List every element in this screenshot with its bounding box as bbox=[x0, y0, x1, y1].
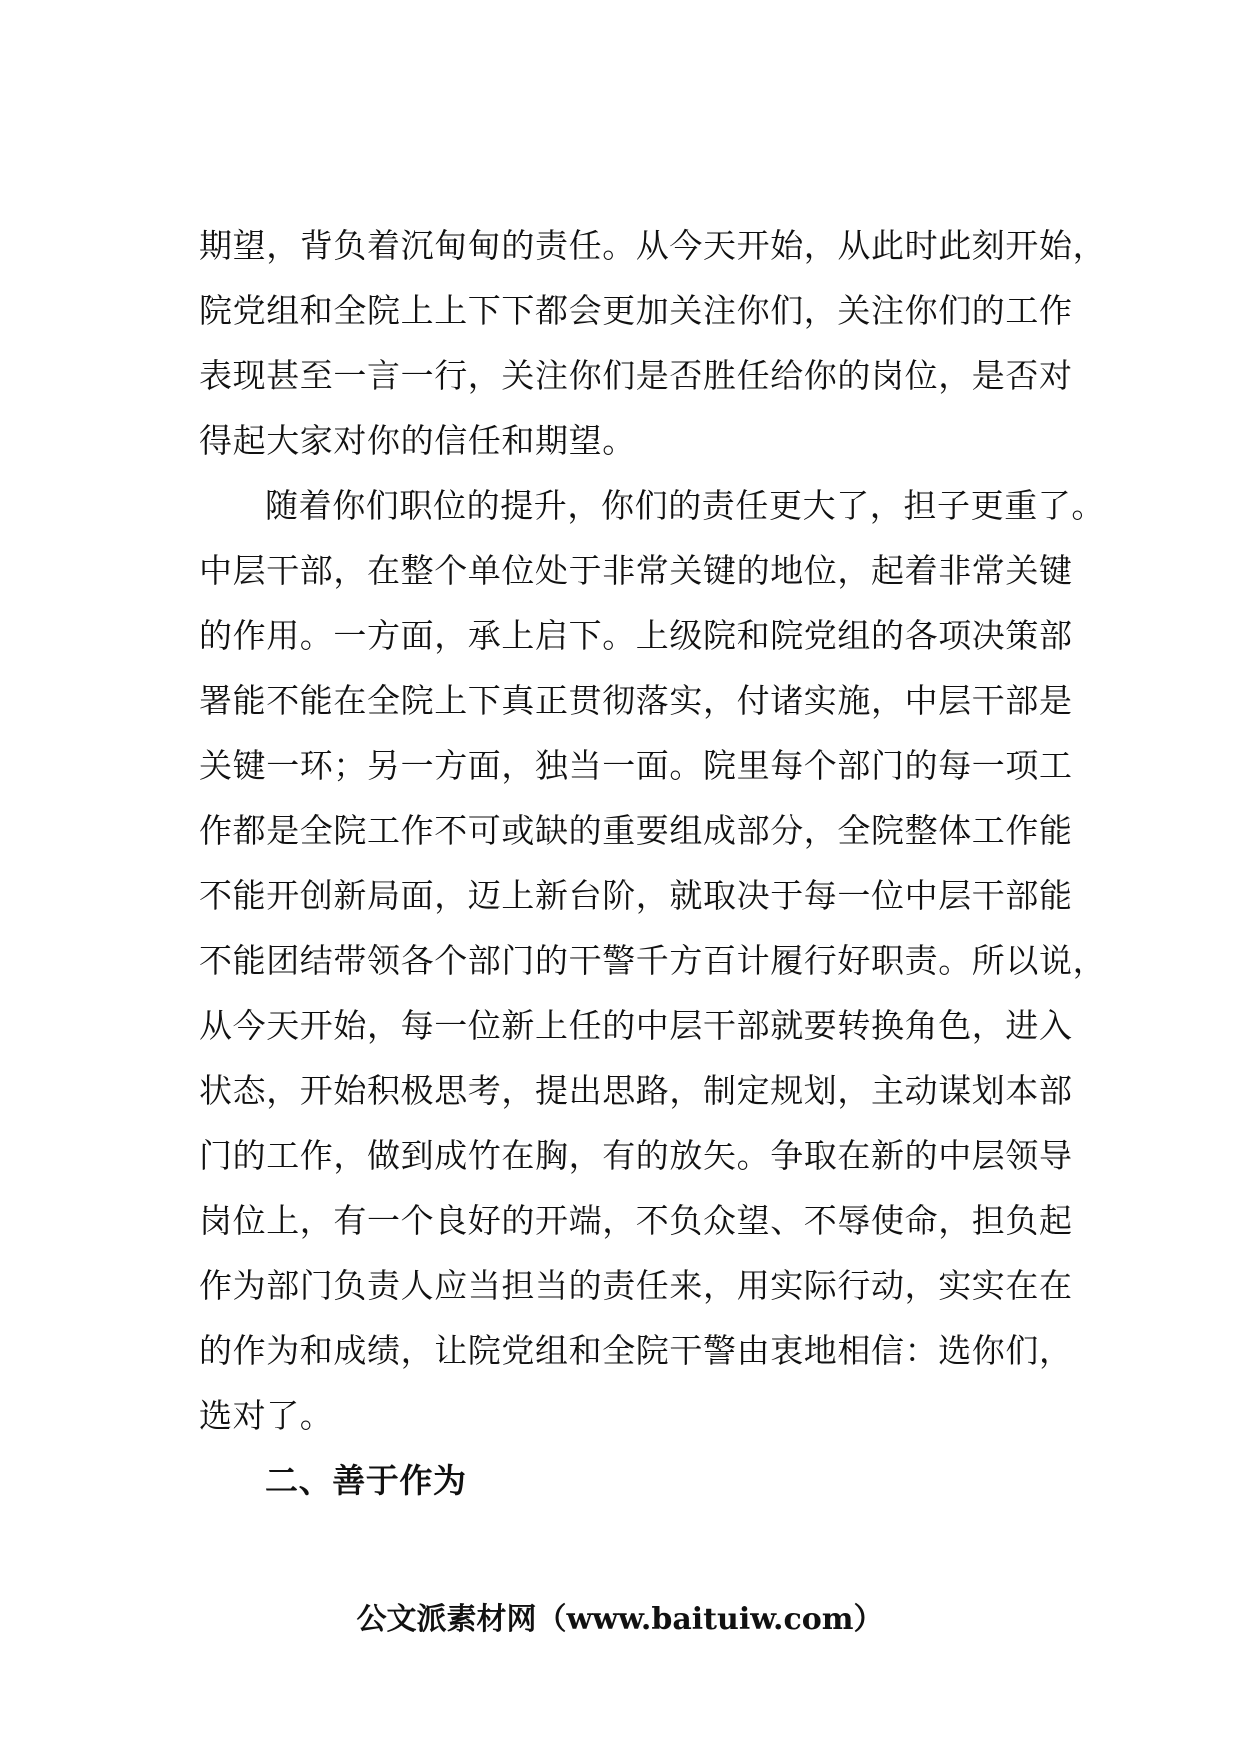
text-line-12: 不能团结带领各个部门的干警千方百计履行好职责。所以说， bbox=[199, 941, 1107, 980]
text-line-19: 选对了。 bbox=[199, 1396, 334, 1435]
text-line-18: 的作为和成绩，让院党组和全院干警由衷地相信：选你们， bbox=[199, 1331, 1073, 1370]
text-line-5: 随着你们职位的提升，你们的责任更大了，担子更重了。 bbox=[265, 486, 1105, 525]
text-line-16: 岗位上，有一个良好的开端，不负众望、不辱使命，担负起 bbox=[199, 1201, 1073, 1240]
text-line-14: 状态，开始积极思考，提出思路，制定规划，主动谋划本部 bbox=[199, 1071, 1073, 1110]
text-line-4: 得起大家对你的信任和期望。 bbox=[199, 421, 636, 460]
text-line-10: 作都是全院工作不可或缺的重要组成部分，全院整体工作能 bbox=[199, 811, 1073, 850]
section-heading: 二、善于作为 bbox=[265, 1461, 467, 1500]
text-line-6: 中层干部，在整个单位处于非常关键的地位，起着非常关键 bbox=[199, 551, 1073, 590]
text-line-9: 关键一环；另一方面，独当一面。院里每个部门的每一项工 bbox=[199, 746, 1073, 785]
text-line-3: 表现甚至一言一行，关注你们是否胜任给你的岗位，是否对 bbox=[199, 356, 1073, 395]
text-line-2: 院党组和全院上上下下都会更加关注你们，关注你们的工作 bbox=[199, 291, 1073, 330]
text-line-15: 门的工作，做到成竹在胸，有的放矢。争取在新的中层领导 bbox=[199, 1136, 1073, 1175]
text-line-1: 期望，背负着沉甸甸的责任。从今天开始，从此时此刻开始， bbox=[199, 226, 1107, 265]
footer-source: 公文派素材网（www.baitui​w.com） bbox=[356, 1602, 884, 1637]
text-line-13: 从今天开始，每一位新上任的中层干部就要转换角色，进入 bbox=[199, 1006, 1073, 1045]
text-line-11: 不能开创新局面，迈上新台阶，就取决于每一位中层干部能 bbox=[199, 876, 1073, 915]
text-line-17: 作为部门负责人应当担当的责任来，用实际行动，实实在在 bbox=[199, 1266, 1073, 1305]
text-line-7: 的作用。一方面，承上启下。上级院和院党组的各项决策部 bbox=[199, 616, 1073, 655]
text-line-8: 署能不能在全院上下真正贯彻落实，付诸实施，中层干部是 bbox=[199, 681, 1073, 720]
